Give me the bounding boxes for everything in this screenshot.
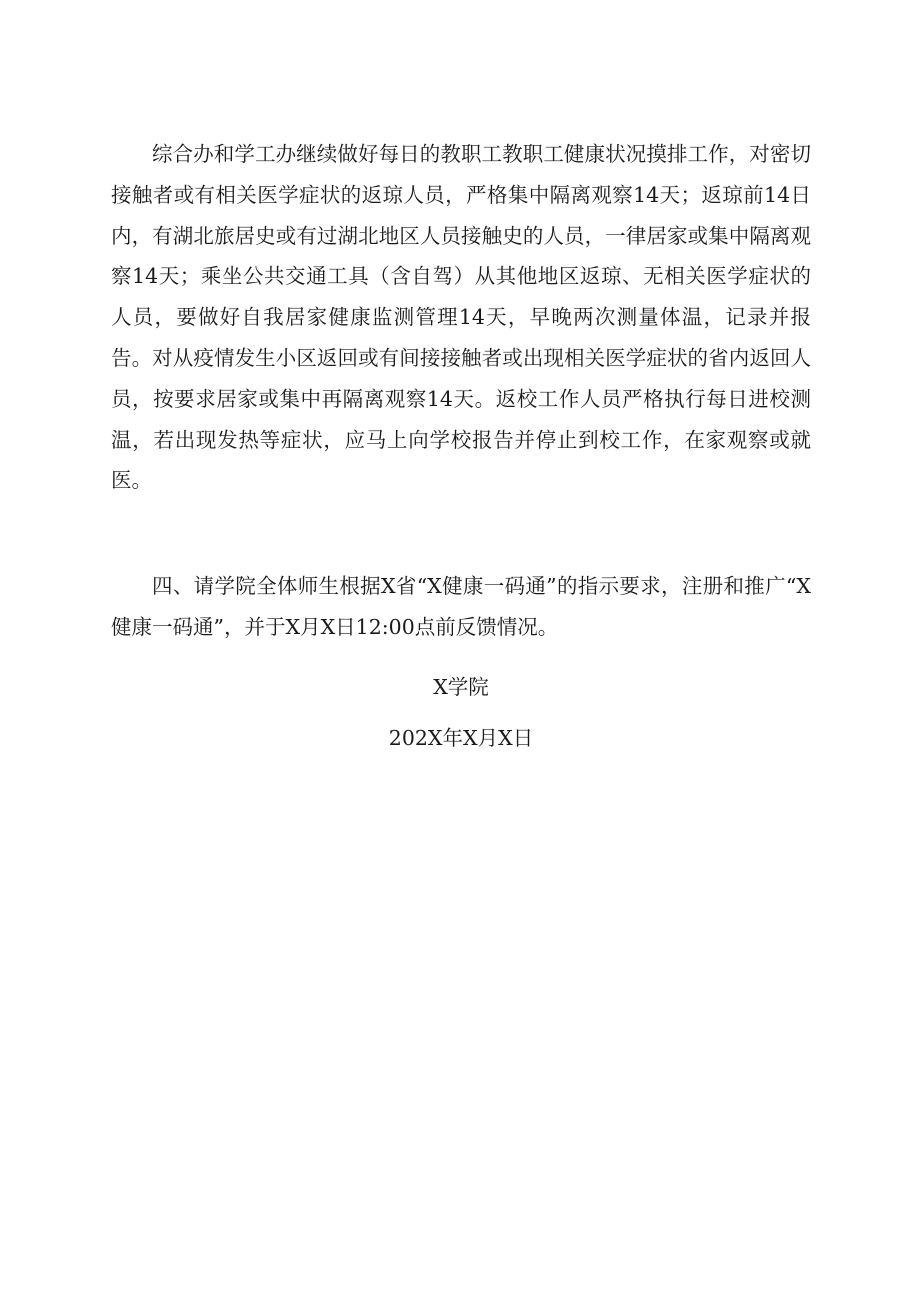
signature-date: 202X年X月X日 <box>388 726 534 750</box>
body-paragraph-health-monitoring: 综合办和学工办继续做好每日的教职工教职工健康状况摸排工作，对密切接触者或有相关医学症状的返琼人员，严格集中隔离观察14天；返琼前14日内，有湖北旅居史或有过湖北地区人员接触史的人员，一律居家或集中隔离观察14天；乘坐公共交通工具（含自驾）从其他地区返琼、无相关医学症状的人员，要做好自我居家健康监测管理14天，早晚两次测量体温，记录并报告。对从疫情发生小区返回或有间接接触者或出现相关医学症状的省内返回人员，按要求居家或集中再隔离观察14天。返校工作人员严格执行每日进校测温，若出现发热等症状，应马上向学校报告并停止到校工作，在家观察或就医。 <box>111 142 811 493</box>
body-paragraph-health-code-registration: 四、请学院全体师生根据X省“X健康一码通”的指示要求，注册和推广“X健康一码通”，并于X月X日12:00点前反馈情况。 <box>111 574 811 639</box>
signature-organization: X学院 <box>433 675 489 699</box>
